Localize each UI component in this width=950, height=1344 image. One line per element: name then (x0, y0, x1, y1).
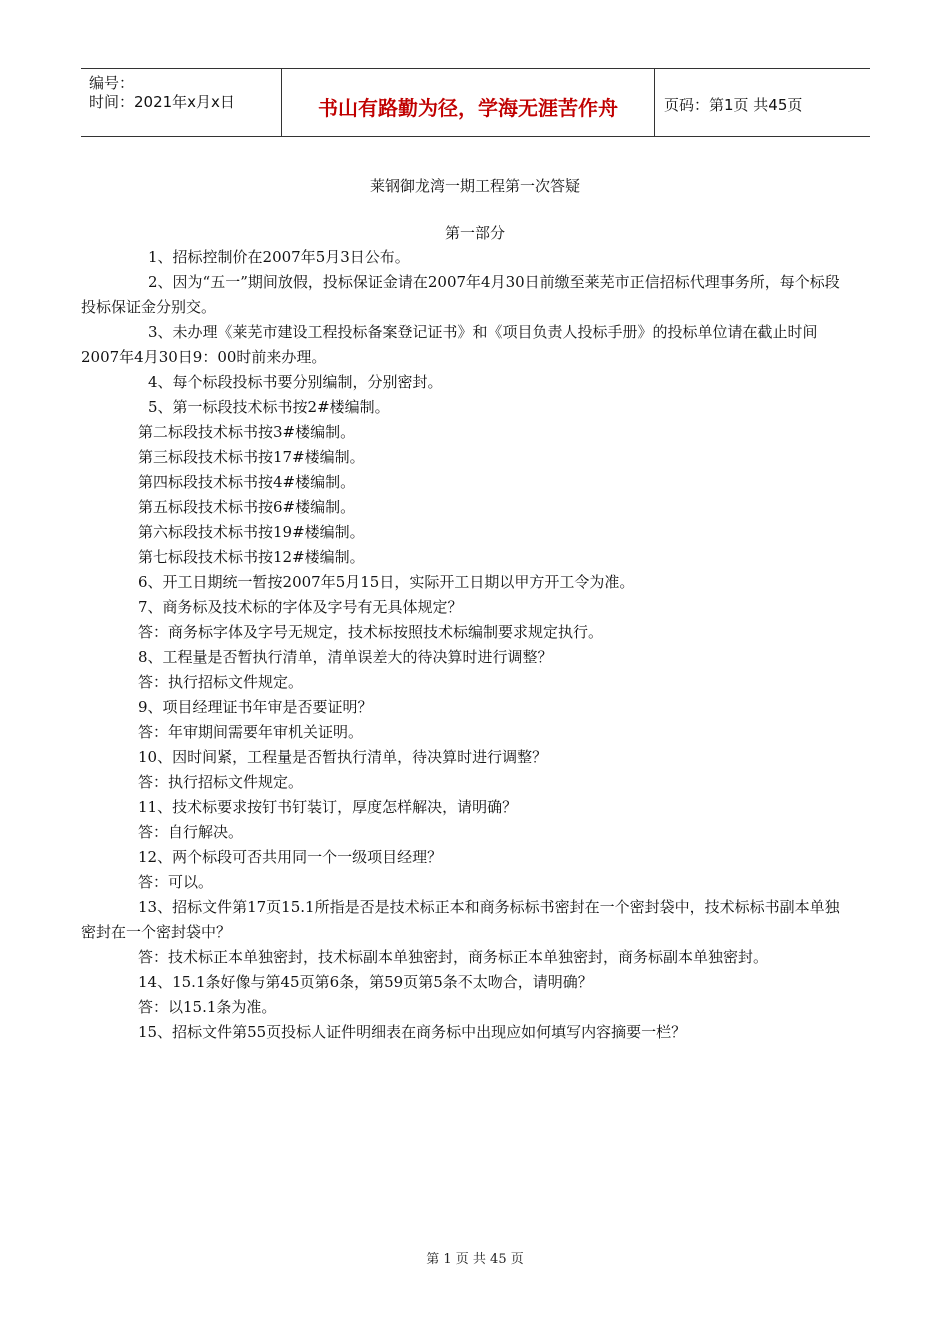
page-header (81, 68, 870, 137)
paragraph: 10、因时间紧，工程量是否暂执行清单，待决算时进行调整？ (138, 748, 548, 766)
header-motto-cell (281, 69, 655, 136)
paragraph: 2、因为“五一”期间放假，投标保证金请在2007年4月30日前缴至莱芜市正信招标代理事务所，每个标段投标保证金分别交。 (81, 273, 840, 316)
paragraph: 第二标段技术标书按3#楼编制。 (138, 423, 356, 441)
paragraph: 4、每个标段投标书要分别编制，分别密封。 (148, 373, 443, 391)
paragraph: 答：年审期间需要年审机关证明。 (138, 723, 364, 741)
paragraph: 答：技术标正本单独密封，技术标副本单独密封，商务标正本单独密封，商务标副本单独密封。 (138, 948, 769, 966)
paragraph: 11、技术标要求按钉书钉装订，厚度怎样解决，请明确？ (138, 798, 518, 816)
paragraph: 14、15.1条好像与第45页第6条，第59页第5条不太吻合，请明确？ (138, 973, 593, 991)
paragraph: 第七标段技术标书按12#楼编制。 (138, 548, 365, 566)
paragraph: 答：执行招标文件规定。 (138, 773, 304, 791)
paragraph: 答：可以。 (138, 873, 214, 891)
paragraph: 第五标段技术标书按6#楼编制。 (138, 498, 356, 516)
document-number-label: 编号： (89, 74, 135, 92)
paragraph: 9、项目经理证书年审是否要证明？ (138, 698, 373, 716)
paragraph: 7、商务标及技术标的字体及字号有无具体规定？ (138, 598, 463, 616)
header-motto: 书山有路勤为径，学海无涯苦作舟 (318, 96, 618, 120)
header-page-cell (654, 69, 870, 136)
document-title: 莱钢御龙湾一期工程第一次答疑 (369, 177, 580, 195)
paragraph: 第六标段技术标书按19#楼编制。 (138, 523, 365, 541)
paragraph: 8、工程量是否暂执行清单，清单误差大的待决算时进行调整？ (138, 648, 553, 666)
page-footer: 第 1 页 共 45 页 (426, 1252, 524, 1267)
paragraph: 第三标段技术标书按17#楼编制。 (138, 448, 365, 466)
paragraph: 答：执行招标文件规定。 (138, 673, 304, 691)
paragraph: 13、招标文件第17页15.1所指是否是技术标正本和商务标标书密封在一个密封袋中，技术标标书副本单独密封在一个密封袋中？ (81, 898, 840, 941)
paragraph: 15、招标文件第55页投标人证件明细表在商务标中出现应如何填写内容摘要一栏？ (138, 1023, 687, 1041)
paragraph: 12、两个标段可否共用同一个一级项目经理？ (138, 848, 443, 866)
paragraph: 6、开工日期统一暂按2007年5月15日，实际开工日期以甲方开工令为准。 (138, 573, 635, 591)
header-meta-cell (81, 69, 281, 136)
paragraph: 第四标段技术标书按4#楼编制。 (138, 473, 356, 491)
paragraph: 答：以15.1条为准。 (138, 998, 277, 1016)
header-page-info: 页码：第1页 共45页 (664, 96, 803, 114)
paragraph: 答：自行解决。 (138, 823, 244, 841)
document-time-label: 时间：2021年x月x日 (89, 93, 235, 111)
paragraph: 1、招标控制价在2007年5月3日公布。 (148, 248, 410, 266)
paragraph: 5、第一标段技术标书按2#楼编制。 (148, 398, 390, 416)
paragraph: 3、未办理《莱芜市建设工程投标备案登记证书》和《项目负责人投标手册》的投标单位请在截止时间2007年4月30日9：00时前来办理。 (81, 323, 818, 366)
paragraph: 答：商务标字体及字号无规定，技术标按照技术标编制要求规定执行。 (138, 623, 604, 641)
section-heading: 第一部分 (444, 224, 505, 242)
document-body (81, 245, 850, 1045)
